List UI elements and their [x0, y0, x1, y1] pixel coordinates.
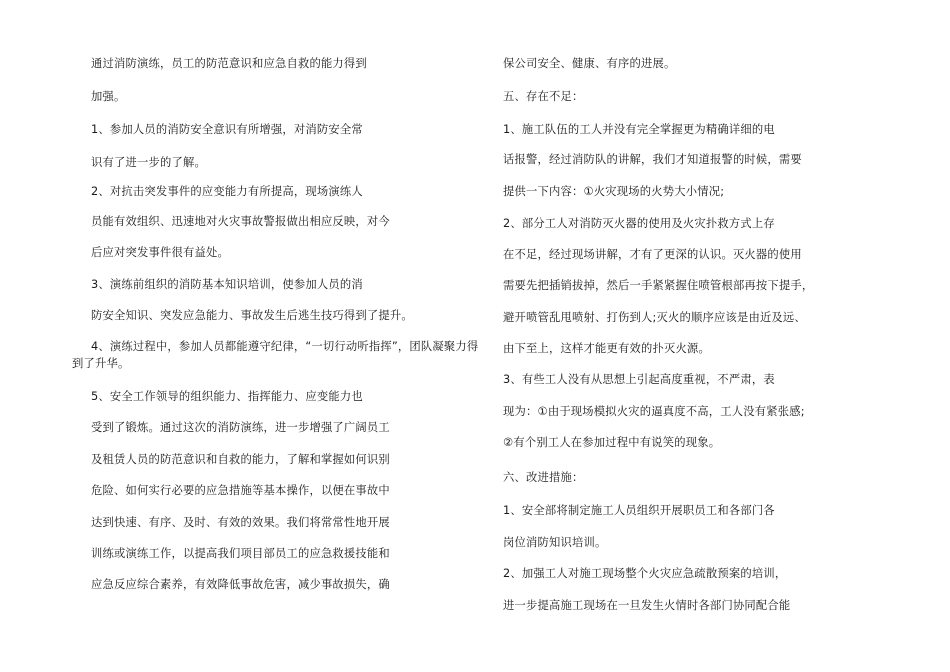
paragraph-line: 训练或演练工作，以提高我们项目部员工的应急救援技能和: [91, 547, 390, 560]
paragraph-line: 1、施工队伍的工人并没有完全掌握更为精确详细的电: [503, 123, 775, 136]
paragraph-line: 通过消防演练，员工的防范意识和应急自救的能力得到: [91, 57, 367, 70]
paragraph-line: 需要先把插销拔掉，然后一手紧紧握住喷管根部再按下提手，: [503, 279, 814, 292]
paragraph-line: 1、参加人员的消防安全意识有所增强，对消防安全常: [91, 123, 363, 136]
paragraph-line: 进一步提高施工现场在一旦发生火情时各部门协同配合能: [503, 599, 791, 612]
paragraph-line: 及租赁人员的防范意识和自救的能力，了解和掌握如何识别: [91, 453, 390, 466]
paragraph-line: 1、安全部将制定施工人员组织开展职员工和各部门各: [503, 504, 775, 517]
paragraph-line: 保公司安全、健康、有序的进展。: [503, 57, 676, 70]
paragraph-line: 现为：①由于现场模拟火灾的逼真度不高，工人没有紧张感;: [503, 405, 805, 418]
section-heading: 五、存在不足：: [503, 90, 584, 103]
paragraph-line: 员能有效组织、迅速地对火灾事故警报做出相应反映，对今: [91, 215, 390, 228]
paragraph-line: 后应对突发事件很有益处。: [91, 246, 229, 259]
paragraph-line: 提供一下内容：①火灾现场的火势大小情况;: [503, 185, 725, 198]
paragraph-line: 防安全知识、突发应急能力、事故发生后逃生技巧得到了提升。: [91, 309, 413, 322]
paragraph-line: 岗位消防知识培训。: [503, 536, 607, 549]
paragraph-line: 2、加强工人对施工现场整个火灾应急疏散预案的培训，: [503, 567, 787, 580]
paragraph-line: ②有个别工人在参加过程中有说笑的现象。: [503, 436, 721, 449]
paragraph-line: 由下至上，这样才能更有效的扑灭火源。: [503, 342, 710, 355]
paragraph-line: 4、演练过程中，参加人员都能遵守纪律，“一切行动听指挥”，团队凝聚力得: [91, 340, 479, 353]
paragraph-line: 避开喷管乱甩喷射、打伤到人;灭火的顺序应该是由近及远、: [503, 311, 806, 324]
paragraph-line: 加强。: [91, 90, 126, 103]
paragraph-line: 到了升华。: [72, 357, 130, 370]
paragraph-line: 2、对抗击突发事件的应变能力有所提高，现场演练人: [91, 185, 363, 198]
paragraph-line: 3、演练前组织的消防基本知识培训，使参加人员的消: [91, 278, 363, 291]
paragraph-line: 识有了进一步的了解。: [91, 156, 206, 169]
paragraph-line: 达到快速、有序、及时、有效的效果。我们将常常性地开展: [91, 516, 390, 529]
paragraph-line: 话报警，经过消防队的讲解，我们才知道报警的时候，需要: [503, 153, 802, 166]
paragraph-line: 受到了锻炼。通过这次的消防演练，进一步增强了广阔员工: [91, 421, 390, 434]
paragraph-line: 5、安全工作领导的组织能力、指挥能力、应变能力也: [91, 390, 363, 403]
paragraph-line: 3、有些工人没有从思想上引起高度重视，不严肃，表: [503, 373, 775, 386]
paragraph-line: 应急反应综合素养，有效降低事故危害，减少事故损失，确: [91, 578, 390, 591]
paragraph-line: 在不足，经过现场讲解，才有了更深的认识。灭火器的使用: [503, 248, 802, 261]
section-heading: 六、改进措施：: [503, 471, 584, 484]
paragraph-line: 2、部分工人对消防灭火器的使用及火灾扑救方式上存: [503, 217, 775, 230]
paragraph-line: 危险、如何实行必要的应急措施等基本操作，以便在事故中: [91, 484, 390, 497]
